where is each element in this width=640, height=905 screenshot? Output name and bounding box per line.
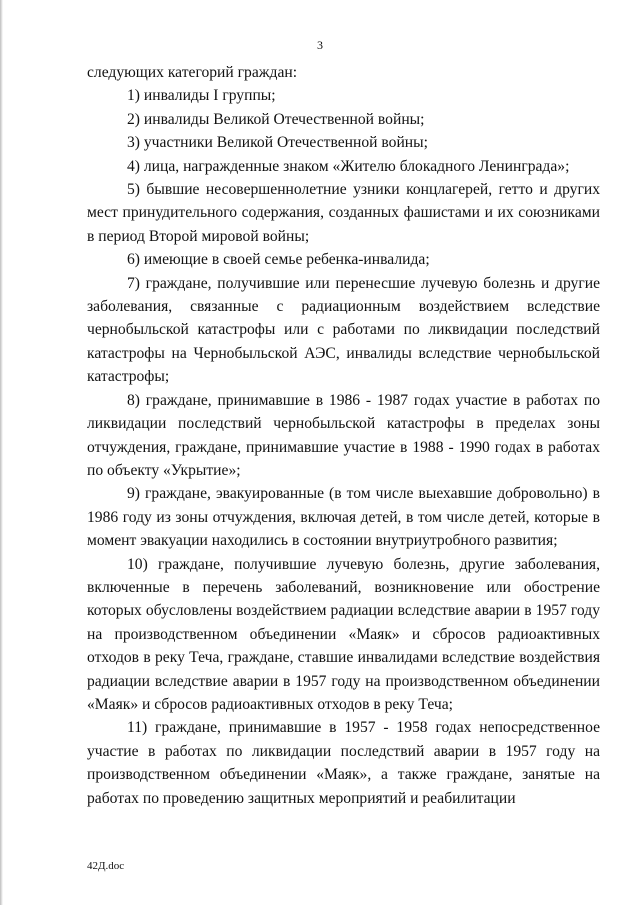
- paragraph-item-7: 7) граждане, получившие или перенесшие лучевую болезнь и другие заболевания, связанные с радиационным воздействием вследствие чернобыльской катастрофы или с работами по ликвидации последствий катастрофы на Чернобыльской АЭС, инвалиды вследствие чернобыльской катастрофы;: [87, 274, 600, 386]
- file-name-footer: 42Д.doc: [87, 860, 125, 872]
- paragraph-item-3: 3) участники Великой Отечественной войны;: [127, 134, 428, 152]
- paragraph-item-9: 9) граждане, эвакуированные (в том числе выехавшие добровольно) в 1986 году из зоны отчуждения, включая детей, в том числе детей, которые в момент эвакуации находились в состоянии внутриутробного развития;: [87, 485, 600, 550]
- page-number: 3: [317, 38, 323, 52]
- paragraph-item-5: 5) бывшие несовершеннолетние узники концлагерей, гетто и других мест принудительного содержания, созданных фашистами и их союзниками в период Второй мировой войны;: [87, 181, 600, 245]
- paragraph-item-2: 2) инвалиды Великой Отечественной войны;: [127, 110, 425, 128]
- paragraph-intro: следующих категорий граждан:: [87, 64, 298, 81]
- scan-edge-shadow: [0, 0, 3, 905]
- paragraph-item-1: 1) инвалиды I группы;: [127, 87, 276, 105]
- paragraph-item-8: 8) граждане, принимавшие в 1986 - 1987 годах участие в работах по ликвидации последствий чернобыльской катастрофы в пределах зоны отчуждения, граждане, принимавшие участие в 1988 - 1990 годах в работах по объекту «Укрытие»;: [87, 391, 600, 479]
- paragraph-item-6: 6) имеющие в своей семье ребенка-инвалида;: [127, 251, 430, 269]
- paragraph-item-10: 10) граждане, получившие лучевую болезнь, другие заболевания, включенные в перечень заболеваний, возникновение или обострение которых обусловлены воздействием радиации вследствие аварии в 1957 году на производственном объединении «Маяк» и сбросов радиоактивных отходов в реку Теча, граждане, ставшие инвалидами вследствие воздействия радиации вследствие аварии в 1957 году на производственном объединении «Маяк» и сбросов радиоактивных отходов в реку Теча;: [87, 555, 600, 713]
- paragraph-item-11: 11) граждане, принимавшие в 1957 - 1958 годах непосредственное участие в работах по ликвидации последствий аварии в 1957 году на производственном объединении «Маяк», а также граждане, занятые на работах по проведению защитных мероприятий и реабилитации: [87, 719, 600, 807]
- paragraph-item-4: 4) лица, награжденные знаком «Жителю блокадного Ленинграда»;: [127, 157, 570, 175]
- document-body: [87, 61, 600, 810]
